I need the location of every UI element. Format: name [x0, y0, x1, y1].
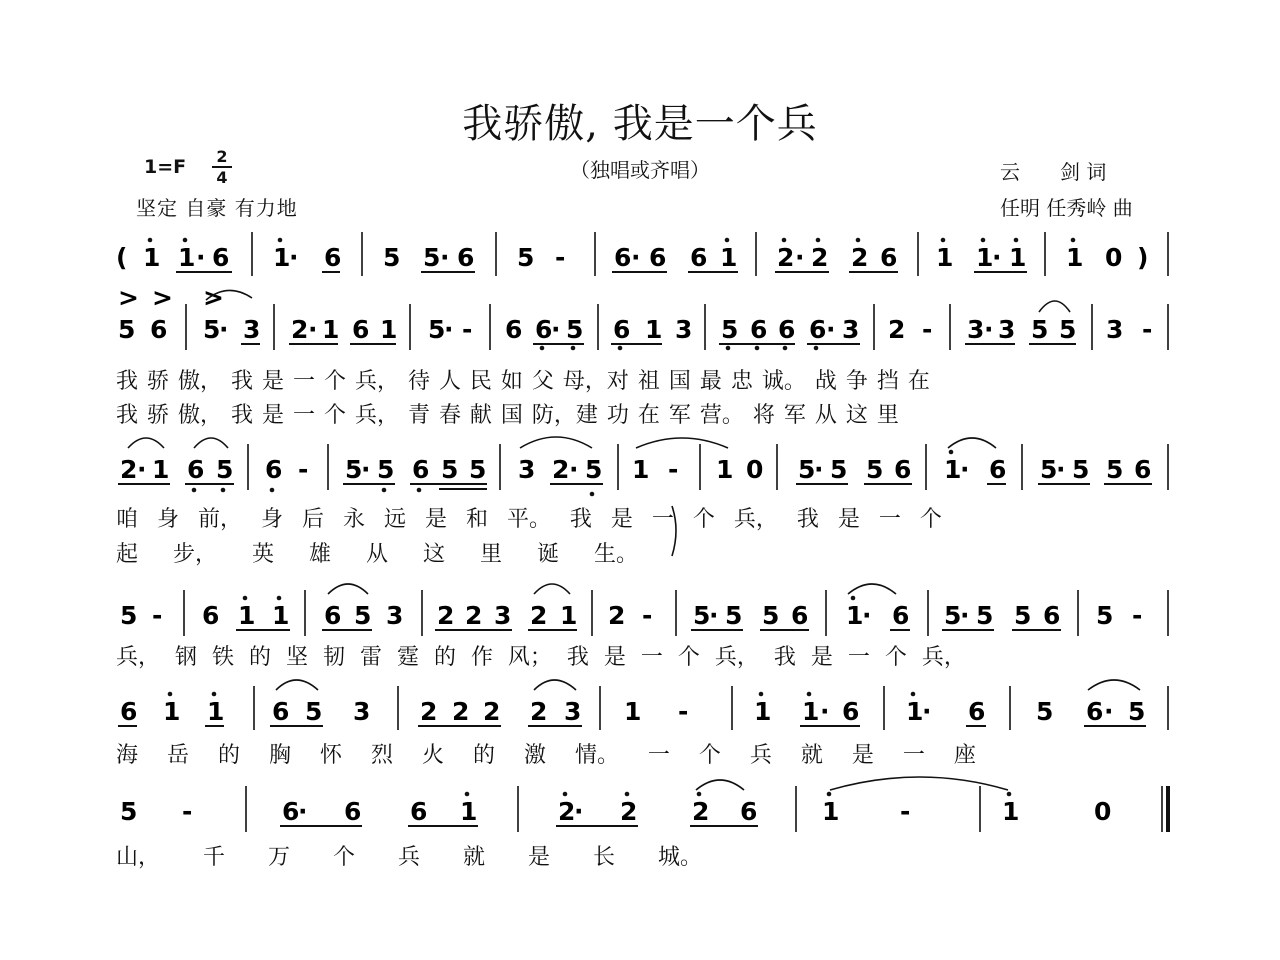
note: 2: [530, 697, 548, 726]
time-signature-top: 2: [216, 147, 228, 166]
score-row-5: [118, 680, 1168, 730]
note: 5: [1096, 601, 1114, 630]
note: 1: [143, 243, 161, 272]
note-dot: ·: [219, 315, 229, 344]
note: 5: [377, 455, 395, 484]
score-row-2: [118, 283, 1168, 350]
note: 6: [150, 315, 168, 344]
slur: [848, 584, 896, 594]
note: 5: [428, 315, 446, 344]
note: 3: [386, 601, 404, 630]
row4-notes: 5 - | 6 i i | 6 5 3 | 2 2 3 2 1 | 2 - | 5·5 5 6 | i· 6 | 5·5 5 6 | 5 -: [89, 900, 119, 901]
note: 2: [552, 455, 570, 484]
note: 2: [465, 601, 483, 630]
note: 6: [535, 315, 553, 344]
note: 5: [1014, 601, 1032, 630]
note: 5: [517, 243, 535, 272]
note: 5: [762, 601, 780, 630]
note: 5: [354, 601, 372, 630]
score-row-4: [120, 584, 1168, 636]
note: 6: [265, 455, 283, 484]
note: 5: [216, 455, 234, 484]
note: 3: [494, 601, 512, 630]
note: 6: [740, 797, 758, 826]
note: 6: [791, 601, 809, 630]
score-row-1: [116, 232, 1168, 276]
dash: -: [668, 455, 679, 484]
note: 5: [118, 315, 136, 344]
note: 1: [906, 697, 924, 726]
note-dot: ·: [631, 243, 641, 272]
note-dot: ·: [826, 315, 836, 344]
dash: -: [900, 797, 911, 826]
note: 2: [452, 697, 470, 726]
note: 6: [120, 697, 138, 726]
note: 3: [842, 315, 860, 344]
note-dot: ·: [960, 601, 970, 630]
lyrics-row-6: 山， 千 万 个 兵 就 是 长 城。: [116, 845, 702, 870]
note: 1: [645, 315, 663, 344]
note-dot: ·: [444, 315, 454, 344]
note-dot: ·: [289, 243, 299, 272]
note: 6: [410, 797, 428, 826]
note: 3: [1106, 315, 1124, 344]
lyrics-row-3-verse-2: 起 步， 英 雄 从 这 里 诞 生。: [116, 542, 638, 567]
note-dot: ·: [298, 797, 308, 826]
note: 0: [1094, 797, 1112, 826]
note: 1: [380, 315, 398, 344]
slur: [948, 438, 996, 448]
note: 1: [178, 243, 196, 272]
note: 1: [720, 243, 738, 272]
note-dot: ·: [308, 315, 318, 344]
note-dot: ·: [862, 601, 872, 630]
note: 5: [585, 455, 603, 484]
note: 5: [305, 697, 323, 726]
lyrics-row-5: 海 岳 的 胸 怀 烈 火 的 激 情。 一 个 兵 就 是 一 座: [116, 743, 976, 768]
slur: [276, 680, 318, 690]
note-dot: ·: [1056, 455, 1066, 484]
note: 1: [1009, 243, 1027, 272]
note: 5: [120, 601, 138, 630]
note-dot: ·: [574, 797, 584, 826]
note: 1: [1066, 243, 1084, 272]
note: 1: [846, 601, 864, 630]
note: 6: [894, 455, 912, 484]
note: 0: [746, 455, 764, 484]
note: 1: [802, 697, 820, 726]
accent-mark: >: [203, 283, 224, 312]
note: 2: [851, 243, 869, 272]
note: 6: [892, 601, 910, 630]
key-signature: 1=F: [144, 156, 187, 178]
note: 5: [721, 315, 739, 344]
row3-notes: 2·1 6 5 | 6 - | 5·5 6 5 5 | 3 2·5 | 1 - | 1 0 | 5·5 5 6 | i· 6 | 5·5 5 6: [58, 900, 90, 901]
note: 6: [344, 797, 362, 826]
note: 5: [976, 601, 994, 630]
note: 1: [624, 697, 642, 726]
dash: -: [152, 601, 163, 630]
note: 5: [944, 601, 962, 630]
note: 1: [152, 455, 170, 484]
note-dot: ·: [992, 243, 1002, 272]
note: 5: [203, 315, 221, 344]
note: 6: [1043, 601, 1061, 630]
dash: -: [462, 315, 473, 344]
note-dot: ·: [795, 243, 805, 272]
lyricist-credit: 云 剑 词: [1000, 160, 1107, 184]
note: 5: [725, 601, 743, 630]
note: 6: [809, 315, 827, 344]
slur: [194, 438, 228, 448]
note: 5: [1106, 455, 1124, 484]
note: 3: [564, 697, 582, 726]
note-dot: ·: [820, 697, 830, 726]
slur: [328, 584, 368, 594]
dash: -: [678, 697, 689, 726]
note: 6: [880, 243, 898, 272]
note: 5: [566, 315, 584, 344]
note: 3: [998, 315, 1016, 344]
note: 6: [187, 455, 205, 484]
note: 5: [469, 455, 487, 484]
lyrics-row-4: 兵， 钢 铁 的 坚 韧 雷 霆 的 作 风； 我 是 一 个 兵， 我 是 一 个 兵，: [116, 645, 966, 670]
composer-credit: 任明 任秀岭 曲: [1000, 196, 1133, 220]
note: 6: [1086, 697, 1104, 726]
note-dot: ·: [569, 455, 579, 484]
note: 5: [441, 455, 459, 484]
note: 6: [282, 797, 300, 826]
note: 6: [505, 315, 523, 344]
note-dot: ·: [137, 455, 147, 484]
score-row-6: [120, 777, 1168, 832]
note: 2: [120, 455, 138, 484]
row1-notes: ( i i·6 | i· 6 | 5 5·6 | 5 - | 6·6 6 i | 2·2 2 6 | i i·i | i 0 ): [0, 900, 26, 901]
note: 1: [460, 797, 478, 826]
note: 2: [558, 797, 576, 826]
note: 1: [976, 243, 994, 272]
dash: -: [1132, 601, 1143, 630]
note-dot: ·: [196, 243, 206, 272]
note: 2: [608, 601, 626, 630]
note: 2: [777, 243, 795, 272]
slur: [636, 438, 728, 448]
slur: [696, 780, 744, 790]
note-dot: ·: [984, 315, 994, 344]
tempo-marking: 坚定 自豪 有力地: [136, 196, 298, 220]
note: 5: [120, 797, 138, 826]
time-signature-bottom: 4: [216, 168, 228, 187]
notation-text-summary: [0, 900, 1280, 958]
slur: [830, 777, 1008, 790]
note: 6: [690, 243, 708, 272]
row2-notes: 5 6 | 5· 3 | 2·1 6 1 | 5 - | 6 6·5 | 6 1 3 | 5 6 6 6·3 | 2 - | 3·3 5 5 | 3 -: [25, 900, 59, 901]
note: 6: [989, 455, 1007, 484]
note: 6: [324, 601, 342, 630]
dash: -: [298, 455, 309, 484]
row6-notes: 5 - | 6·6 6 i | 2·2 2 6 | i - | i 0 ||: [141, 900, 157, 901]
song-title: 我骄傲, 我是一个兵: [462, 101, 818, 147]
dash: -: [182, 797, 193, 826]
close-paren: ): [1137, 243, 1149, 272]
dash: -: [1142, 315, 1153, 344]
note-dot: ·: [551, 315, 561, 344]
note: 5: [1128, 697, 1146, 726]
note: 2: [530, 601, 548, 630]
note: 5: [830, 455, 848, 484]
note: 5: [1036, 697, 1054, 726]
slur: [128, 438, 164, 448]
note: 2: [811, 243, 829, 272]
note: 1: [238, 601, 256, 630]
note: 1: [754, 697, 772, 726]
note: 1: [273, 243, 291, 272]
note: 6: [778, 315, 796, 344]
note: 6: [968, 697, 986, 726]
note: 5: [1059, 315, 1077, 344]
note: 6: [842, 697, 860, 726]
note: 6: [457, 243, 475, 272]
note-dot: ·: [440, 243, 450, 272]
note: 2: [888, 315, 906, 344]
note-dot: ·: [361, 455, 371, 484]
note: 1: [1002, 797, 1020, 826]
note: 3: [518, 455, 536, 484]
lyrics-row-2-verse-1: 我 骄 傲， 我 是 一 个 兵， 待 人 民 如 父 母，对 祖 国 最 忠 诚。 战 争 挡 在: [116, 369, 930, 394]
dash: -: [642, 601, 653, 630]
dash: -: [555, 243, 566, 272]
slur: [520, 437, 592, 448]
note: 2: [692, 797, 710, 826]
note: 6: [212, 243, 230, 272]
note: 2: [437, 601, 455, 630]
note: 6: [1134, 455, 1152, 484]
note: 1: [716, 455, 734, 484]
note: 3: [675, 315, 693, 344]
row5-notes: 6 i i | 6 5 3 | 2 2 2 2 3 | 1 - | i i·6 | i· 6 | 5 6·5: [119, 900, 142, 901]
note: 1: [936, 243, 954, 272]
note: 5: [1031, 315, 1049, 344]
slur: [534, 584, 570, 594]
accent-mark: >: [152, 283, 173, 312]
slur: [1039, 301, 1070, 312]
note: 6: [272, 697, 290, 726]
note: 6: [412, 455, 430, 484]
note: 0: [1105, 243, 1123, 272]
note-dot: ·: [922, 697, 932, 726]
note: 1: [207, 697, 225, 726]
note: 1: [322, 315, 340, 344]
note: 5: [423, 243, 441, 272]
note: 2: [620, 797, 638, 826]
note: 6: [750, 315, 768, 344]
open-paren: (: [116, 243, 128, 272]
slur: [1088, 680, 1140, 690]
lyrics-row-2-verse-2: 我 骄 傲， 我 是 一 个 兵， 青 春 献 国 防，建 功 在 军 营。 将 军 从 这 里: [116, 403, 899, 428]
note: 5: [1072, 455, 1090, 484]
note: 2: [420, 697, 438, 726]
note: 6: [613, 315, 631, 344]
note-dot: ·: [709, 601, 719, 630]
note: 5: [693, 601, 711, 630]
note: 6: [614, 243, 632, 272]
note: 6: [649, 243, 667, 272]
note: 1: [944, 455, 962, 484]
note-dot: ·: [814, 455, 824, 484]
song-subtitle: （独唱或齐唱）: [570, 158, 710, 182]
note-dot: ·: [1104, 697, 1114, 726]
note: 3: [967, 315, 985, 344]
note: 5: [798, 455, 816, 484]
note: 3: [353, 697, 371, 726]
note: 6: [202, 601, 220, 630]
note: 6: [352, 315, 370, 344]
note: 5: [1040, 455, 1058, 484]
note: 1: [560, 601, 578, 630]
note: 5: [866, 455, 884, 484]
note: 1: [822, 797, 840, 826]
note-dot: ·: [960, 455, 970, 484]
dash: -: [922, 315, 933, 344]
note: 6: [324, 243, 342, 272]
note: 5: [345, 455, 363, 484]
note: 2: [483, 697, 501, 726]
slur: [534, 680, 576, 690]
accent-mark: >: [118, 283, 139, 312]
note: 1: [272, 601, 290, 630]
note: 1: [163, 697, 181, 726]
note: 2: [291, 315, 309, 344]
note: 5: [383, 243, 401, 272]
note: 3: [243, 315, 261, 344]
lyrics-row-3-verse-1: 咱 身 前， 身 后 永 远 是 和 平。 我 是 一 个 兵， 我 是 一 个: [116, 507, 942, 532]
note: 1: [632, 455, 650, 484]
